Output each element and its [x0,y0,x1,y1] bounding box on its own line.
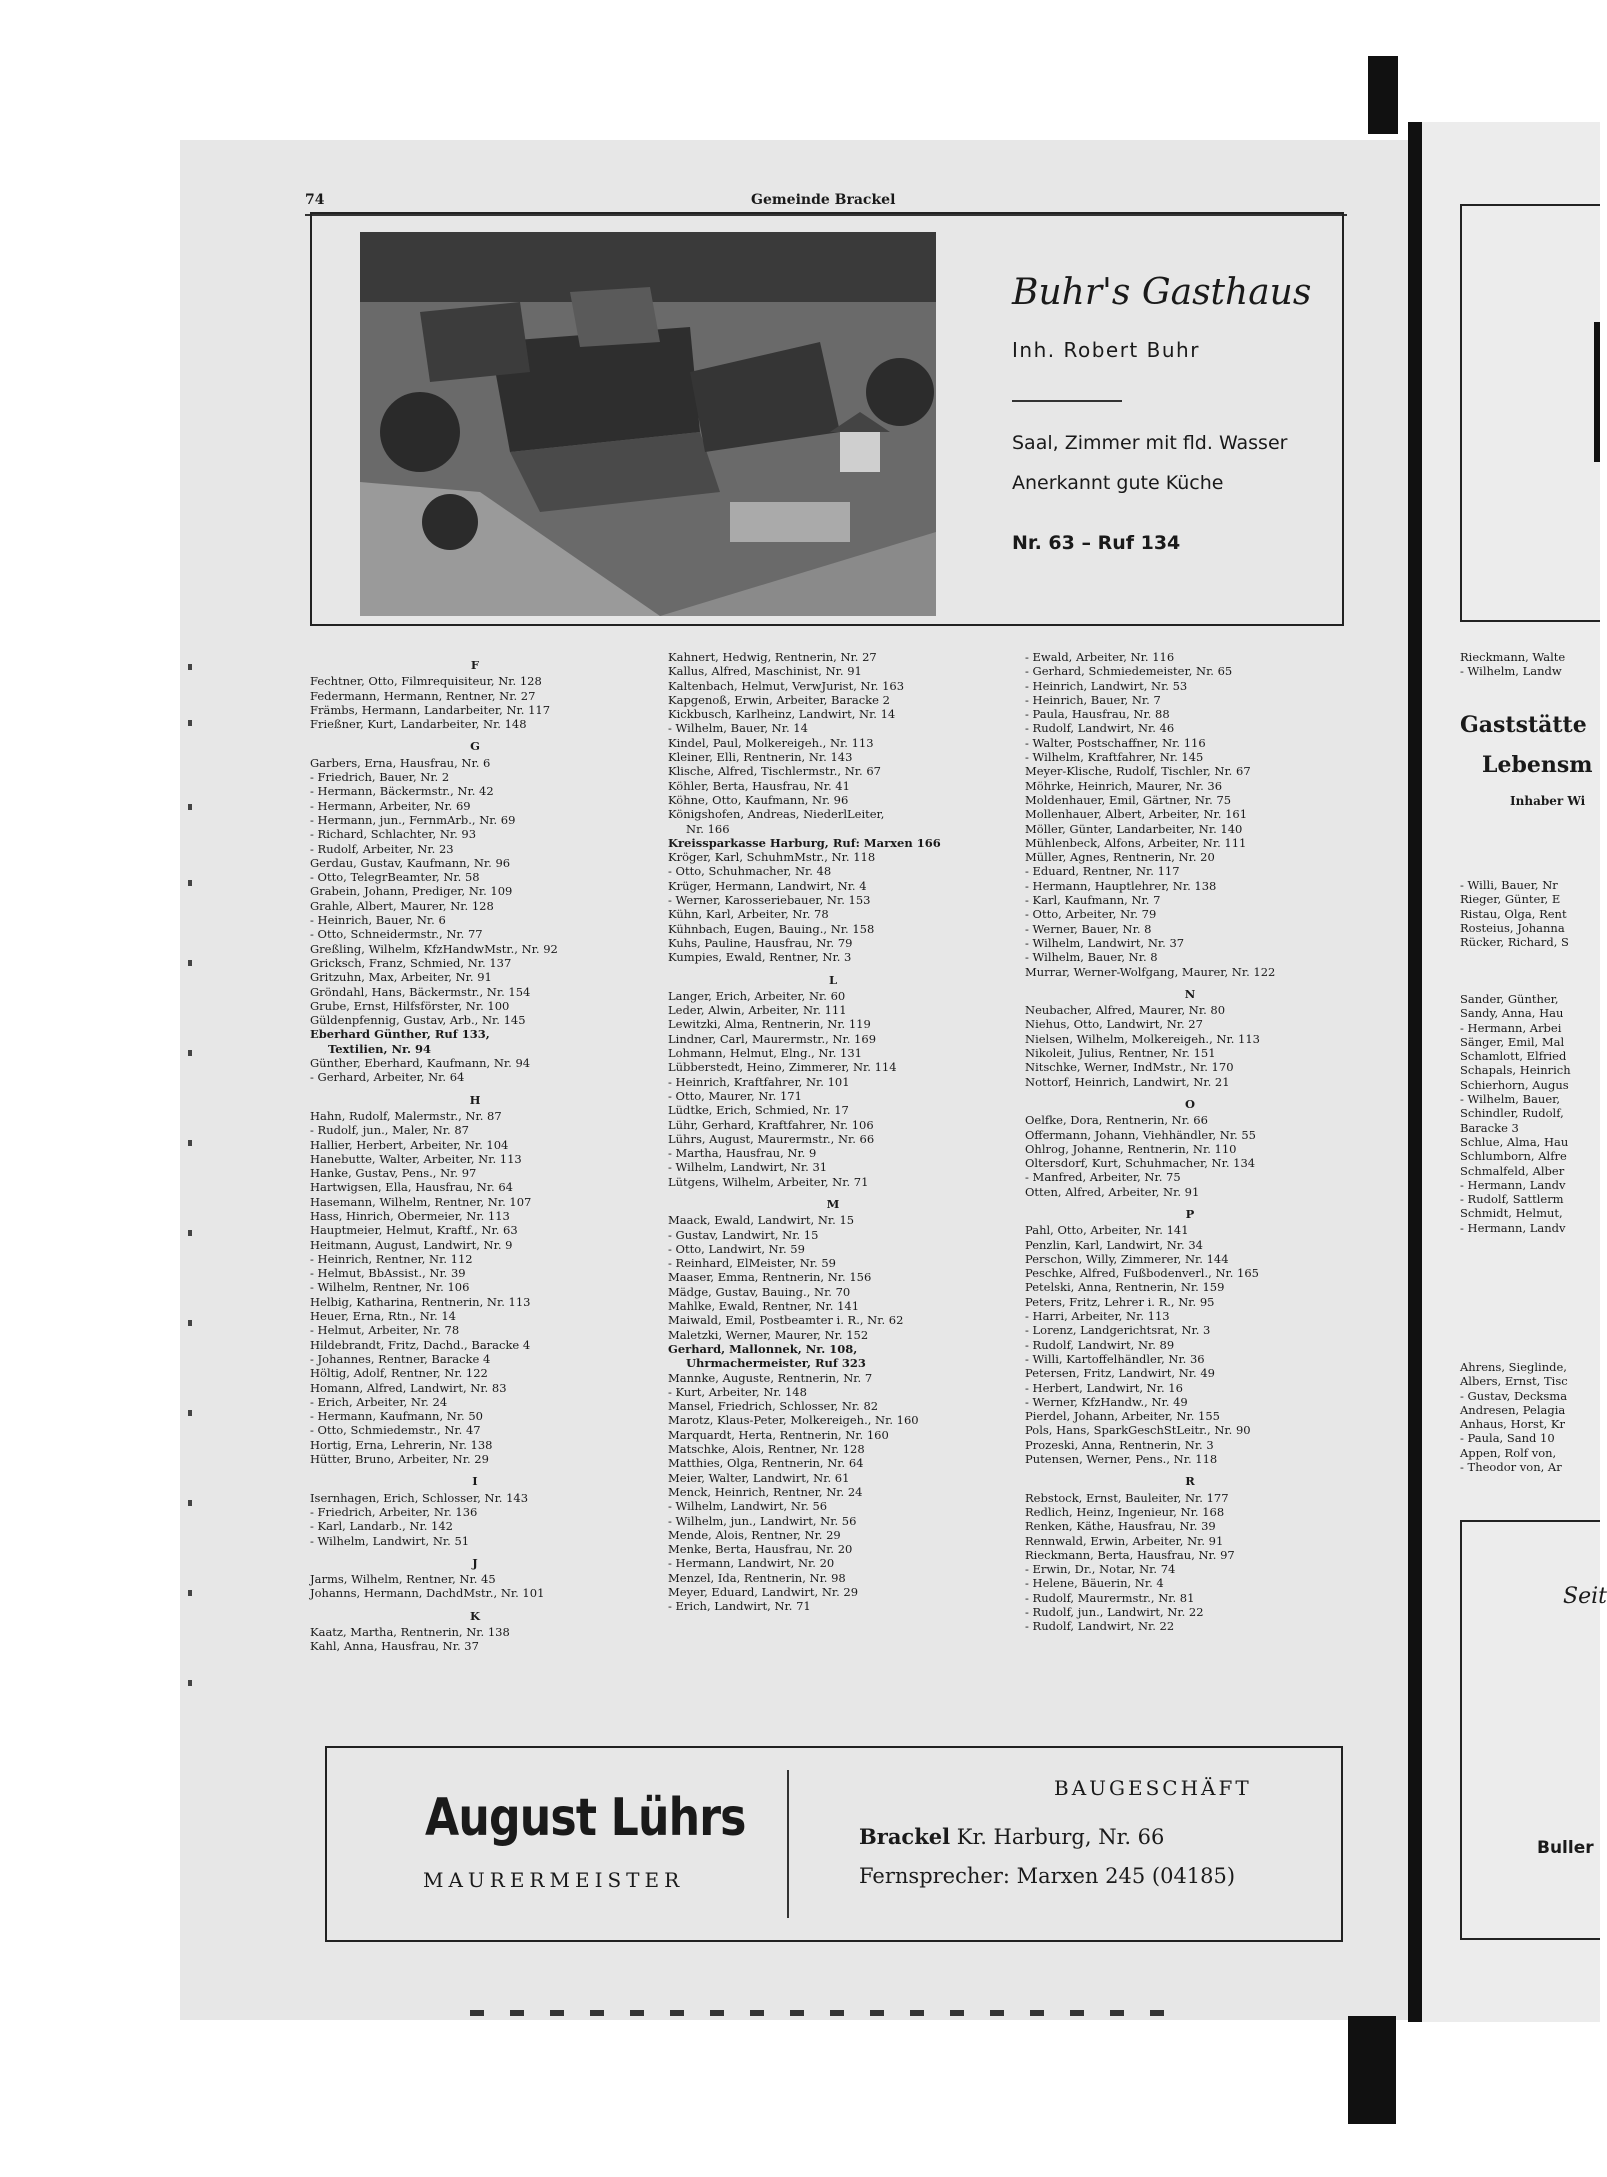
luehrs-advertisement [325,1746,1343,1942]
gasthaus-kitchen: Anerkannt gute Küche [1012,472,1224,494]
list-item: Niehus, Otto, Landwirt, Nr. 27 [1025,1017,1203,1032]
list-item: Otten, Alfred, Arbeiter, Nr. 91 [1025,1184,1200,1199]
list-item: Petelski, Anna, Rentnerin, Nr. 159 [1025,1280,1225,1295]
list-item: - Herbert, Landwirt, Nr. 16 [1025,1380,1183,1395]
right-page-ad-top [1460,204,1600,622]
list-item: Pierdel, Johann, Arbeiter, Nr. 155 [1025,1409,1220,1424]
business-entry: Kreissparkasse Harburg, Ruf: Marxen 166 [668,835,941,850]
list-item: Hallier, Herbert, Arbeiter, Nr. 104 [310,1137,509,1152]
list-item: Grabein, Johann, Prediger, Nr. 109 [310,884,513,899]
list-item: Köhler, Berta, Hausfrau, Nr. 41 [668,778,850,793]
list-item: - Hermann, Kaufmann, Nr. 50 [310,1409,483,1424]
list-item: - Martha, Hausfrau, Nr. 9 [668,1146,817,1161]
list-item: Appen, Rolf von, [1460,1445,1557,1460]
list-item: Kleiner, Elli, Rentnerin, Nr. 143 [668,750,853,765]
scan-marker-bottom [1348,2016,1396,2124]
list-item: Peschke, Alfred, Fußbodenverl., Nr. 165 [1025,1266,1260,1281]
list-item: - Rudolf, Sattlerm [1460,1192,1564,1207]
list-item: Kahl, Anna, Hausfrau, Nr. 37 [310,1639,479,1654]
list-item: Lührs, August, Maurermstr., Nr. 66 [668,1131,875,1146]
list-item: Matthies, Olga, Rentnerin, Nr. 64 [668,1456,864,1471]
margin-mark [188,1500,192,1506]
list-item: Ristau, Olga, Rent [1460,906,1567,921]
list-item: Hütter, Bruno, Arbeiter, Nr. 29 [310,1452,489,1467]
list-item: Neubacher, Alfred, Maurer, Nr. 80 [1025,1003,1226,1018]
list-item: Mühlenbeck, Alfons, Arbeiter, Nr. 111 [1025,835,1247,850]
list-item: Lindner, Carl, Maurermstr., Nr. 169 [668,1031,877,1046]
list-item: Rücker, Richard, S [1460,935,1569,950]
list-item: Marotz, Klaus-Peter, Molkereigeh., Nr. 160 [668,1413,919,1428]
list-item: Gerdau, Gustav, Kaufmann, Nr. 96 [310,855,511,870]
list-item: Schlue, Alma, Hau [1460,1134,1569,1149]
list-item: - Erwin, Dr., Notar, Nr. 74 [1025,1562,1176,1577]
list-item: Lühr, Gerhard, Kraftfahrer, Nr. 106 [668,1117,874,1132]
list-item: - Gustav, Decksma [1460,1388,1568,1403]
list-item: - Wilhelm, Bauer, [1460,1092,1561,1107]
list-item: Isernhagen, Erich, Schlosser, Nr. 143 [310,1490,529,1505]
list-item: Pahl, Otto, Arbeiter, Nr. 141 [1025,1223,1189,1238]
list-item: Krüger, Hermann, Landwirt, Nr. 4 [668,878,867,893]
list-item: - Wilhelm, Bauer, Nr. 14 [668,721,808,736]
list-item: Klische, Alfred, Tischlermstr., Nr. 67 [668,764,881,779]
list-item: Redlich, Heinz, Ingenieur, Nr. 168 [1025,1504,1225,1519]
list-item: Heitmann, August, Landwirt, Nr. 9 [310,1237,513,1252]
section-letter: K [470,1608,480,1623]
list-item: Sandy, Anna, Hau [1460,1006,1564,1021]
list-item: Kapgenoß, Erwin, Arbeiter, Baracke 2 [668,692,890,707]
list-item: Möller, Günter, Landarbeiter, Nr. 140 [1025,821,1243,836]
list-item: - Reinhard, ElMeister, Nr. 59 [668,1256,836,1271]
luehrs-address-town: Brackel [859,1824,951,1849]
list-item: Johanns, Hermann, DachdMstr., Nr. 101 [310,1586,545,1601]
list-item: Prozeski, Anna, Rentnerin, Nr. 3 [1025,1437,1214,1452]
business-entry: Uhrmachermeister, Ruf 323 [686,1356,866,1371]
list-item: Langer, Erich, Arbeiter, Nr. 60 [668,988,846,1003]
list-item: Rieckmann, Berta, Hausfrau, Nr. 97 [1025,1547,1235,1562]
right-ad-bullen: Buller [1537,1838,1594,1858]
gasthaus-owner: Inh. Robert Buhr [1012,338,1200,362]
section-letter: R [1185,1474,1195,1489]
list-item: - Wilhelm, Bauer, Nr. 8 [1025,950,1158,965]
list-item: Gröndahl, Hans, Bäckermstr., Nr. 154 [310,984,531,999]
list-item: - Otto, Maurer, Nr. 171 [668,1088,802,1103]
list-item: - Hermann, Bäckermstr., Nr. 42 [310,784,494,799]
list-item: Kindel, Paul, Molkereigeh., Nr. 113 [668,735,874,750]
margin-mark [188,664,192,670]
list-item: Mende, Alois, Rentner, Nr. 29 [668,1527,841,1542]
luehrs-business-type: BAUGESCHÄFT [1054,1776,1252,1800]
section-letter: N [1184,986,1196,1001]
list-item: Nr. 166 [686,821,730,836]
list-item: Kallus, Alfred, Maschinist, Nr. 91 [668,664,862,679]
section-letter: P [1185,1206,1195,1221]
margin-mark [188,1140,192,1146]
list-item: - Otto, Schuhmacher, Nr. 48 [668,864,832,879]
list-item: - Erich, Arbeiter, Nr. 24 [310,1394,448,1409]
list-item: Schmalfeld, Alber [1460,1163,1565,1178]
list-item: - Wilhelm, Landwirt, Nr. 56 [668,1499,828,1514]
list-item: Mansel, Friedrich, Schlosser, Nr. 82 [668,1399,879,1414]
section-letter: F [470,658,480,672]
section-letter: O [1184,1096,1196,1111]
list-item: Maletzki, Werner, Maurer, Nr. 152 [668,1327,869,1342]
list-item: Federmann, Hermann, Rentner, Nr. 27 [310,688,536,703]
margin-mark [188,960,192,966]
list-item: - Karl, Kaufmann, Nr. 7 [1025,893,1161,908]
list-item: - Hermann, Landv [1460,1220,1566,1235]
right-block-2 [1460,992,1571,1235]
list-item: - Wilhelm, jun., Landwirt, Nr. 56 [668,1513,857,1528]
section-letter: L [828,972,838,987]
list-item: Leder, Alwin, Arbeiter, Nr. 111 [668,1003,847,1018]
list-item: - Friedrich, Bauer, Nr. 2 [310,770,450,785]
right-ad-title-2: Lebensm [1482,752,1593,778]
book-spine [1408,122,1422,2022]
list-item: Kaatz, Martha, Rentnerin, Nr. 138 [310,1625,510,1639]
list-item: Rosteius, Johanna [1460,920,1565,935]
list-item: - Richard, Schlachter, Nr. 93 [310,827,477,842]
list-item: - Gerhard, Schmiedemeister, Nr. 65 [1025,664,1233,679]
list-item: Ahrens, Sieglinde, [1460,1360,1567,1374]
list-item: - Gustav, Landwirt, Nr. 15 [668,1227,819,1242]
list-item: Hortig, Erna, Lehrerin, Nr. 138 [310,1437,493,1452]
list-item: Garbers, Erna, Hausfrau, Nr. 6 [310,755,491,770]
list-item: Schindler, Rudolf, [1460,1106,1564,1121]
list-item: Menzel, Ida, Rentnerin, Nr. 98 [668,1570,846,1585]
list-item: Frießner, Kurt, Landarbeiter, Nr. 148 [310,717,527,732]
list-item: - Johannes, Rentner, Baracke 4 [310,1351,491,1366]
business-entry: Textilien, Nr. 94 [328,1041,432,1056]
list-item: - Rudolf, Maurermstr., Nr. 81 [1025,1590,1195,1605]
list-item: Andresen, Pelagia [1460,1402,1566,1417]
list-item: - Wilhelm, Landw [1460,664,1562,679]
section-letter: G [470,739,480,754]
list-item: - Otto, Arbeiter, Nr. 79 [1025,907,1157,922]
list-item: Främbs, Hermann, Landarbeiter, Nr. 117 [310,702,551,717]
list-item: - Willi, Bauer, Nr [1460,878,1558,892]
list-item: - Helmut, BbAssist., Nr. 39 [310,1266,466,1281]
list-item: Güldenpfennig, Gustav, Arb., Nr. 145 [310,1013,526,1028]
list-item: Günther, Eberhard, Kaufmann, Nr. 94 [310,1056,531,1071]
margin-mark [188,1230,192,1236]
gasthaus-ad-text [1012,214,1332,624]
list-item: Hanebutte, Walter, Arbeiter, Nr. 113 [310,1151,522,1166]
right-ad-owner: Inhaber Wi [1510,794,1586,808]
list-item: Möhrke, Heinrich, Maurer, Nr. 36 [1025,778,1223,793]
list-item: - Eduard, Rentner, Nr. 117 [1025,864,1180,879]
list-item: Putensen, Werner, Pens., Nr. 118 [1025,1452,1218,1467]
list-item: - Hermann, Arbeiter, Nr. 69 [310,798,471,813]
page-number: 74 [305,192,325,208]
list-item: - Heinrich, Bauer, Nr. 6 [310,913,446,928]
ad-divider [787,1770,789,1918]
directory-column-2 [668,650,998,1614]
list-item: Rieger, Günter, E [1460,892,1561,907]
list-item: - Heinrich, Rentner, Nr. 112 [310,1251,473,1266]
list-item: Köhne, Otto, Kaufmann, Nr. 96 [668,792,849,807]
scan-artifact [470,2010,1170,2016]
luehrs-address-rest: Kr. Harburg, Nr. 66 [950,1825,1165,1849]
list-item: - Paula, Hausfrau, Nr. 88 [1025,707,1170,722]
list-item: Lütgens, Wilhelm, Arbeiter, Nr. 71 [668,1174,869,1189]
margin-mark [188,1320,192,1326]
list-item: - Hermann, Landv [1460,1177,1566,1192]
list-item: Lübberstedt, Heino, Zimmerer, Nr. 114 [668,1060,897,1075]
list-item: Hass, Hinrich, Obermeier, Nr. 113 [310,1208,510,1223]
list-item: - Otto, TelegrBeamter, Nr. 58 [310,870,480,885]
list-item: Kumpies, Ewald, Rentner, Nr. 3 [668,950,852,965]
gasthaus-contact: Nr. 63 – Ruf 134 [1012,532,1181,554]
list-item: - Gerhard, Arbeiter, Nr. 64 [310,1070,465,1085]
aerial-photo [360,232,936,616]
business-entry: Gerhard, Mallonnek, Nr. 108, [668,1341,858,1356]
list-item: - Hermann, Arbei [1460,1020,1562,1035]
list-item: Renken, Käthe, Hausfrau, Nr. 39 [1025,1519,1216,1534]
list-item: - Paula, Sand 10 [1460,1431,1555,1446]
list-item: - Helmut, Arbeiter, Nr. 78 [310,1323,460,1338]
directory-column-3 [1025,650,1355,1634]
list-item: Menke, Berta, Hausfrau, Nr. 20 [668,1542,853,1557]
list-item: Perschon, Willy, Zimmerer, Nr. 144 [1025,1251,1229,1266]
list-item: Rennwald, Erwin, Arbeiter, Nr. 91 [1025,1533,1224,1548]
list-item: Rebstock, Ernst, Bauleiter, Nr. 177 [1025,1490,1229,1505]
list-item: Petersen, Fritz, Landwirt, Nr. 49 [1025,1366,1215,1381]
list-item: Murrar, Werner-Wolfgang, Maurer, Nr. 122 [1025,964,1276,979]
margin-mark [188,1590,192,1596]
right-page-ad-bottom [1460,1520,1600,1940]
list-item: Hauptmeier, Helmut, Kraftf., Nr. 63 [310,1223,518,1238]
margin-mark [188,720,192,726]
list-item: - Rudolf, Landwirt, Nr. 89 [1025,1337,1175,1352]
list-item: - Rudolf, Landwirt, Nr. 22 [1025,1619,1175,1634]
list-item: Müller, Agnes, Rentnerin, Nr. 20 [1025,850,1215,865]
list-item: - Harri, Arbeiter, Nr. 113 [1025,1309,1170,1324]
list-item: - Werner, KfzHandw., Nr. 49 [1025,1394,1188,1409]
list-item: - Kurt, Arbeiter, Nr. 148 [668,1384,807,1399]
list-item: Schapals, Heinrich [1460,1063,1571,1078]
list-item: Schlumborn, Alfre [1460,1149,1567,1164]
list-item: Nielsen, Wilhelm, Molkereigeh., Nr. 113 [1025,1031,1260,1046]
list-item: Oelfke, Dora, Rentnerin, Nr. 66 [1025,1113,1208,1128]
list-item: - Rudolf, jun., Maler, Nr. 87 [310,1123,469,1138]
list-item: Schamlott, Elfried [1460,1049,1567,1064]
list-item: Königshofen, Andreas, NiederlLeiter, [668,807,885,822]
list-item: - Hermann, Hauptlehrer, Nr. 138 [1025,878,1217,893]
list-item: Höltig, Adolf, Rentner, Nr. 122 [310,1366,488,1381]
aerial-photo-image [360,232,936,616]
list-item: Oltersdorf, Kurt, Schuhmacher, Nr. 134 [1025,1156,1256,1171]
ad-divider [1012,400,1122,402]
list-item: - Walter, Postschaffner, Nr. 116 [1025,735,1206,750]
list-item: - Rudolf, Arbeiter, Nr. 23 [310,841,454,856]
scan-marker-top [1368,56,1398,134]
list-item: Lohmann, Helmut, Elng., Nr. 131 [668,1046,862,1061]
list-item: Schmidt, Helmut, [1460,1206,1563,1221]
list-item: Mollenhauer, Albert, Arbeiter, Nr. 161 [1025,807,1248,822]
list-item: Pols, Hans, SparkGeschStLeitr., Nr. 90 [1025,1423,1251,1438]
list-item: Sänger, Emil, Mal [1460,1034,1565,1049]
list-item: - Heinrich, Kraftfahrer, Nr. 101 [668,1074,850,1089]
list-item: Kickbusch, Karlheinz, Landwirt, Nr. 14 [668,707,896,722]
list-item: Offermann, Johann, Viehhändler, Nr. 55 [1025,1127,1256,1142]
gasthaus-rooms: Saal, Zimmer mit fld. Wasser [1012,432,1288,454]
list-item: Sander, Günther, [1460,992,1559,1006]
margin-mark [188,1050,192,1056]
right-block-1 [1460,878,1569,949]
directory-column-1 [310,650,640,1654]
list-item: Hahn, Rudolf, Malermstr., Nr. 87 [310,1108,502,1123]
list-item: Grube, Ernst, Hilfsförster, Nr. 100 [310,998,510,1013]
list-item: Fechtner, Otto, Filmrequisiteur, Nr. 128 [310,674,542,689]
list-item: Marquardt, Herta, Rentnerin, Nr. 160 [668,1427,889,1442]
list-item: Nikoleit, Julius, Rentner, Nr. 151 [1025,1046,1216,1061]
list-item: - Rudolf, Landwirt, Nr. 46 [1025,721,1175,736]
list-item: Menck, Heinrich, Rentner, Nr. 24 [668,1484,863,1499]
list-item: - Theodor von, Ar [1460,1460,1562,1475]
list-item: Grahle, Albert, Maurer, Nr. 128 [310,898,494,913]
list-item: Kühn, Karl, Arbeiter, Nr. 78 [668,907,829,922]
list-item: Kuhs, Pauline, Hausfrau, Nr. 79 [668,935,853,950]
right-ad-title: Gaststätte [1460,712,1587,738]
list-item: Greßling, Wilhelm, KfzHandwMstr., Nr. 92 [310,941,558,956]
list-item: Mädge, Gustav, Bauing., Nr. 70 [668,1284,851,1299]
section-letter: I [472,1474,478,1489]
list-item: - Werner, Karosseriebauer, Nr. 153 [668,893,871,908]
gasthaus-name: Buhr's Gasthaus [1012,272,1312,313]
luehrs-name: August Lührs [425,1788,746,1848]
list-item: Mannke, Auguste, Rentnerin, Nr. 7 [668,1370,873,1385]
running-title: Gemeinde Brackel [751,192,896,208]
list-item: Gritzuhn, Max, Arbeiter, Nr. 91 [310,970,492,985]
list-item: Ohlrog, Johanne, Rentnerin, Nr. 110 [1025,1141,1237,1156]
list-item: Kröger, Karl, SchuhmMstr., Nr. 118 [668,850,876,865]
list-item: - Wilhelm, Landwirt, Nr. 51 [310,1533,470,1548]
list-item: Hildebrandt, Fritz, Dachd., Baracke 4 [310,1337,531,1352]
list-item: Homann, Alfred, Landwirt, Nr. 83 [310,1380,507,1395]
list-item: Meier, Walter, Landwirt, Nr. 61 [668,1470,850,1485]
list-item: - Wilhelm, Rentner, Nr. 106 [310,1280,470,1295]
list-item: Heuer, Erna, Rtn., Nr. 14 [310,1309,456,1324]
list-item: Hanke, Gustav, Pens., Nr. 97 [310,1166,477,1181]
list-item: Baracke 3 [1460,1120,1519,1135]
list-item: - Erich, Landwirt, Nr. 71 [668,1599,811,1614]
list-item: - Manfred, Arbeiter, Nr. 75 [1025,1170,1181,1185]
list-item: - Ewald, Arbeiter, Nr. 116 [1025,650,1175,664]
list-item: - Otto, Landwirt, Nr. 59 [668,1241,805,1256]
margin-mark [188,804,192,810]
business-entry: Eberhard Günther, Ruf 133, [310,1027,490,1042]
right-top-lines [1460,650,1565,679]
list-item: Maaser, Emma, Rentnerin, Nr. 156 [668,1270,872,1285]
list-item: Rieckmann, Walte [1460,650,1566,664]
list-item: Moldenhauer, Emil, Gärtner, Nr. 75 [1025,792,1232,807]
luehrs-phone: Fernsprecher: Marxen 245 (04185) [859,1864,1236,1888]
list-item: Matschke, Alois, Rentner, Nr. 128 [668,1442,865,1457]
list-item: Meyer-Klische, Rudolf, Tischler, Nr. 67 [1025,764,1251,779]
margin-mark [188,1680,192,1686]
list-item: Kühnbach, Eugen, Bauing., Nr. 158 [668,921,875,936]
section-letter: M [826,1196,840,1211]
list-item: - Otto, Schmiedemstr., Nr. 47 [310,1423,481,1438]
luehrs-address [859,1824,1164,1849]
margin-mark [188,880,192,886]
luehrs-trade: MAURERMEISTER [423,1868,685,1892]
list-item: Meyer, Eduard, Landwirt, Nr. 29 [668,1585,859,1599]
list-item: - Friedrich, Arbeiter, Nr. 136 [310,1504,478,1519]
list-item: - Wilhelm, Landwirt, Nr. 31 [668,1160,828,1175]
list-item: - Rudolf, jun., Landwirt, Nr. 22 [1025,1605,1204,1619]
list-item: Nottorf, Heinrich, Landwirt, Nr. 21 [1025,1074,1230,1089]
list-item: Lüdtke, Erich, Schmied, Nr. 17 [668,1103,849,1118]
list-item: - Wilhelm, Kraftfahrer, Nr. 145 [1025,750,1204,765]
list-item: - Heinrich, Bauer, Nr. 7 [1025,692,1161,707]
margin-mark [188,1410,192,1416]
list-item: Penzlin, Karl, Landwirt, Nr. 34 [1025,1237,1203,1252]
list-item: - Wilhelm, Landwirt, Nr. 37 [1025,935,1185,950]
list-item: - Hermann, jun., FernmArb., Nr. 69 [310,812,516,827]
list-item: Nitschke, Werner, IndMstr., Nr. 170 [1025,1060,1234,1075]
list-item: Lewitzki, Alma, Rentnerin, Nr. 119 [668,1017,871,1032]
list-item: Maiwald, Emil, Postbeamter i. R., Nr. 62 [668,1313,904,1328]
list-item: - Helene, Bäuerin, Nr. 4 [1025,1576,1164,1591]
right-block-3 [1460,1360,1568,1474]
list-item: - Otto, Schneidermstr., Nr. 77 [310,927,483,942]
list-item: Helbig, Katharina, Rentnerin, Nr. 113 [310,1294,531,1309]
list-item: - Lorenz, Landgerichtsrat, Nr. 3 [1025,1323,1211,1338]
list-item: - Karl, Landarb., Nr. 142 [310,1519,453,1534]
gasthaus-advertisement [310,212,1344,626]
list-item: Jarms, Wilhelm, Rentner, Nr. 45 [310,1572,496,1587]
list-item: Mahlke, Ewald, Rentner, Nr. 141 [668,1299,860,1314]
list-item: Maack, Ewald, Landwirt, Nr. 15 [668,1213,855,1228]
list-item: Gricksch, Franz, Schmied, Nr. 137 [310,955,512,970]
list-item: - Willi, Kartoffelhändler, Nr. 36 [1025,1351,1205,1366]
right-ad-seit: Seit [1563,1584,1607,1609]
list-item: Kahnert, Hedwig, Rentnerin, Nr. 27 [668,650,877,664]
list-item: - Werner, Bauer, Nr. 8 [1025,921,1152,936]
list-item: Schierhorn, Augus [1460,1077,1569,1092]
section-letter: J [472,1555,478,1570]
list-item: Peters, Fritz, Lehrer i. R., Nr. 95 [1025,1294,1215,1309]
list-item: Hartwigsen, Ella, Hausfrau, Nr. 64 [310,1180,513,1195]
section-letter: H [469,1092,481,1107]
list-item: Hasemann, Wilhelm, Rentner, Nr. 107 [310,1194,532,1209]
list-item: Kaltenbach, Helmut, VerwJurist, Nr. 163 [668,678,905,693]
list-item: Anhaus, Horst, Kr [1460,1417,1565,1432]
list-item: - Hermann, Landwirt, Nr. 20 [668,1556,835,1571]
list-item: - Heinrich, Landwirt, Nr. 53 [1025,678,1188,693]
list-item: Albers, Ernst, Tisc [1460,1374,1568,1389]
